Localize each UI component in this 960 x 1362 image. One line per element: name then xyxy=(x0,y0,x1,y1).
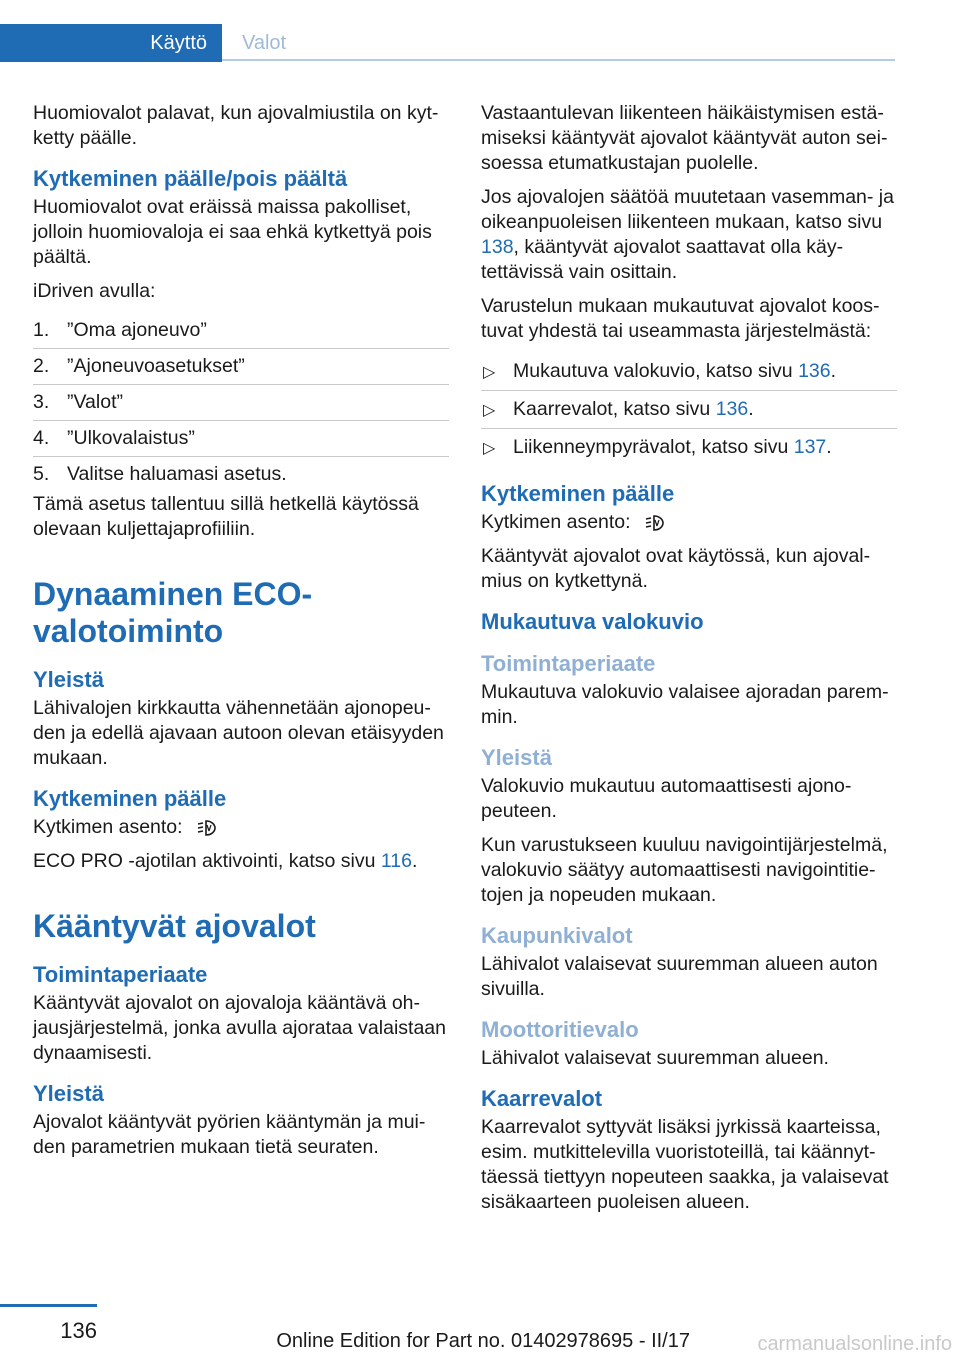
triangle-bullet-icon: ▷ xyxy=(483,440,496,457)
switch-text: Kääntyvät ajovalot ovat käytössä, kun ajoval-mius on kytkettynä. xyxy=(481,545,871,592)
step-text: ”Ulkovalaistus” xyxy=(67,427,195,449)
list-item xyxy=(481,429,897,466)
list-item-text: Mukautuva valokuvio, katso sivu xyxy=(513,360,793,382)
ap-principle-heading: Toimintaperiaate xyxy=(481,651,656,676)
adjust-text xyxy=(481,185,897,285)
auto-headlight-icon xyxy=(644,512,666,534)
step-item xyxy=(33,385,449,421)
right-column xyxy=(481,101,897,1224)
adjust-text-part1: Jos ajovalojen säätöä muutetaan vasemman- ja oikeanpuoleisen liikenteen mukaan, katso sivu xyxy=(481,186,894,233)
adjust-page-link[interactable]: 138 xyxy=(481,236,514,258)
triangle-bullet-icon: ▷ xyxy=(483,364,496,381)
principle-text: Kääntyvät ajovalot on ajovaloja kääntävä oh-jausjärjestelmä, jonka avulla ajorataa valaistaan dynaamisesti. xyxy=(33,992,446,1064)
step-number: 3. xyxy=(33,391,50,413)
intro-text: Huomiovalot palavat, kun ajovalmiustila on kyt-ketty päälle. xyxy=(33,102,439,149)
auto-headlight-icon xyxy=(196,817,218,839)
edition-text: Online Edition for Part no. 01402978695 - II/17 xyxy=(276,1330,690,1352)
step-item xyxy=(33,457,449,492)
adaptive-pattern-heading: Mukautuva valokuvio xyxy=(481,609,704,634)
eco-switch-position xyxy=(33,815,449,840)
step-item xyxy=(33,313,449,349)
tab-kaytto-label: Käyttö xyxy=(150,31,207,54)
switch-label: Kytkimen asento: xyxy=(481,511,631,533)
step-number: 2. xyxy=(33,355,50,377)
step-item xyxy=(33,421,449,457)
list-item-end: . xyxy=(830,360,837,382)
step-text: ”Oma ajoneuvo” xyxy=(67,319,207,341)
chapter-heading-eco: Dynaaminen ECO-valotoiminto xyxy=(33,576,313,649)
eco-pro-text xyxy=(33,849,449,874)
principle-heading: Toimintaperiaate xyxy=(33,962,208,987)
eco-pro-page-link[interactable]: 116 xyxy=(380,850,412,872)
header-tabbar xyxy=(0,24,895,62)
equipment-text: Varustelun mukaan mukautuvat ajovalot koos-tuvat yhdestä tai useammasta järjestelmästä: xyxy=(481,295,880,342)
list-item xyxy=(481,353,897,391)
systems-list xyxy=(481,353,897,466)
header-divider xyxy=(222,59,895,61)
list-item-end: . xyxy=(748,398,754,420)
city-text: Lähivalot valaisevat suuremman alueen auton sivuilla. xyxy=(481,953,878,1000)
eco-pro-text-body: ECO PRO -ajotilan aktivointi, katso sivu xyxy=(33,850,376,872)
eco-switch-label: Kytkimen asento: xyxy=(33,816,183,838)
list-item-end: . xyxy=(826,436,832,458)
city-heading: Kaupunkivalot xyxy=(481,923,633,948)
page-link[interactable]: 136 xyxy=(715,398,749,420)
watermark: carmanualsonline.info xyxy=(757,1333,952,1355)
glare-text: Vastaantulevan liikenteen häikäistymisen estä-miseksi kääntyvät ajovalot kääntyvät auton sei-soessa etumatkustajan puolelle. xyxy=(481,102,888,174)
step-number: 4. xyxy=(33,427,50,449)
page-link[interactable]: 136 xyxy=(798,360,831,382)
switch-on-heading: Kytkeminen päälle xyxy=(481,481,675,506)
footer-rule xyxy=(0,1304,97,1307)
eco-general-heading: Yleistä xyxy=(33,667,104,692)
general-heading: Yleistä xyxy=(33,1081,104,1106)
switch-onoff-text: Huomiovalot ovat eräissä maissa pakolliset, jolloin huomiovaloja ei saa ehkä kytkettyä pois päältä. xyxy=(33,196,432,268)
cornering-text: Kaarrevalot syttyvät lisäksi jyrkissä kaarteissa, esim. mutkittelevilla vuoristoteillä, tai käännyt-täessä tiettyyn nopeuteen saakka, ja valaisevat sisäkaarteen puoleisen alueen. xyxy=(481,1116,889,1213)
list-item-text: Liikenneympyrävalot, katso sivu xyxy=(513,436,789,458)
tab-valot-label: Valot xyxy=(242,31,287,54)
list-item-text: Kaarrevalot, katso sivu xyxy=(513,398,711,420)
idrive-label: iDriven avulla: xyxy=(33,280,156,302)
section-heading-switch-onoff: Kytkeminen päälle/pois päältä xyxy=(33,166,348,191)
tab-kaytto[interactable] xyxy=(0,24,222,62)
eco-pro-text-end: . xyxy=(411,850,418,872)
eco-general-text: Lähivalojen kirkkautta vähennetään ajonopeu-den ja edellä ajavaan autoon olevan etäisyyden mukaan. xyxy=(33,697,444,769)
left-column xyxy=(33,101,449,1169)
step-text: ”Valot” xyxy=(67,391,123,413)
page-link[interactable]: 137 xyxy=(793,436,827,458)
tab-valot[interactable] xyxy=(242,24,286,62)
ap-principle-text: Mukautuva valokuvio valaisee ajoradan parem-min. xyxy=(481,681,889,728)
ap-general-text-2: Kun varustukseen kuuluu navigointijärjestelmä, valokuvio säätyy automaattisesti navigointitie-tojen ja nopeuden mukaan. xyxy=(481,834,888,906)
step-number: 1. xyxy=(33,319,50,341)
page-number: 136 xyxy=(60,1318,97,1343)
step-number: 5. xyxy=(33,463,50,485)
step-text: ”Ajoneuvoasetukset” xyxy=(67,355,245,377)
cornering-heading: Kaarrevalot xyxy=(481,1086,603,1111)
switch-position xyxy=(481,510,897,535)
general-text: Ajovalot kääntyvät pyörien kääntymän ja mui-den parametrien mukaan tietä seuraten. xyxy=(33,1111,426,1158)
adjust-text-part2: , kääntyvät ajovalot saattavat olla käy-tettävissä vain osittain. xyxy=(481,236,844,283)
steps-note: Tämä asetus tallentuu sillä hetkellä käytössä olevaan kuljettajaprofiiliin. xyxy=(33,493,419,540)
step-text: Valitse haluamasi asetus. xyxy=(67,463,287,485)
motorway-text: Lähivalot valaisevat suuremman alueen. xyxy=(481,1047,829,1069)
triangle-bullet-icon: ▷ xyxy=(483,402,496,419)
list-item xyxy=(481,391,897,429)
ap-general-heading: Yleistä xyxy=(481,745,552,770)
idrive-steps xyxy=(33,313,449,492)
chapter-heading-adaptive: Kääntyvät ajovalot xyxy=(33,908,316,944)
eco-switch-heading: Kytkeminen päälle xyxy=(33,786,227,811)
ap-general-text-1: Valokuvio mukautuu automaattisesti ajono-peuteen. xyxy=(481,775,852,822)
motorway-heading: Moottoritievalo xyxy=(481,1017,639,1042)
step-item xyxy=(33,349,449,385)
